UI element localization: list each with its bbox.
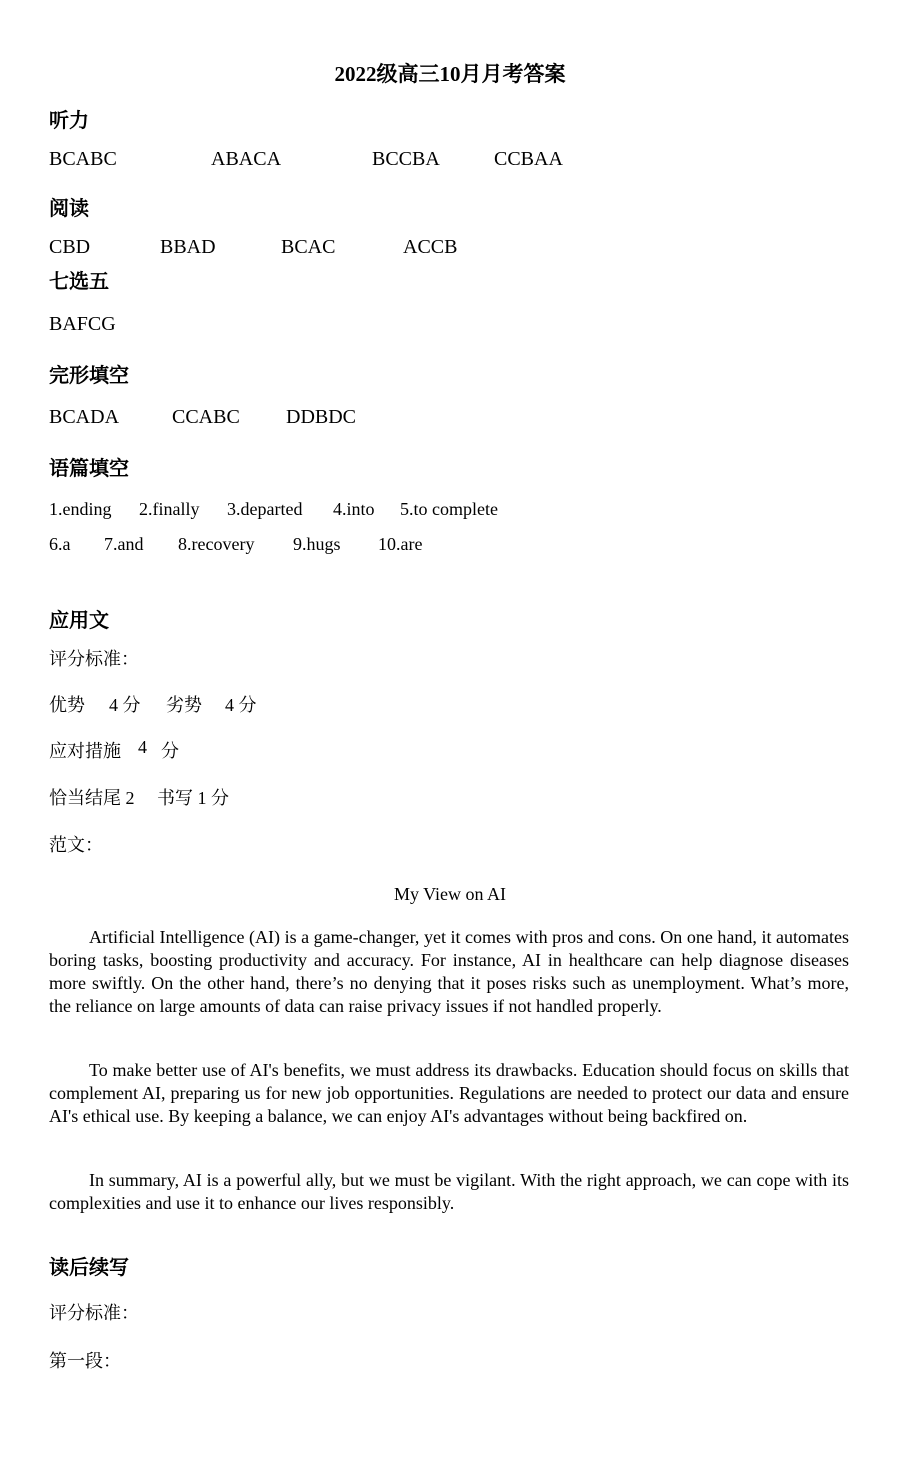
criteria-countermeasures-score: 4: [138, 737, 147, 757]
grammar-fill-item-4: 4.into: [333, 499, 375, 519]
grammar-fill-item-10: 10.are: [378, 534, 423, 554]
grammar-fill-item-3: 3.departed: [227, 499, 303, 519]
criteria-ending: 恰当结尾 2: [49, 788, 135, 808]
section-heading-practical-writing: 应用文: [49, 610, 109, 632]
section-heading-grammar-fill: 语篇填空: [49, 458, 129, 480]
section-heading-cloze: 完形填空: [49, 365, 129, 387]
grammar-fill-item-7: 7.and: [104, 534, 144, 554]
criteria-handwriting: 书写 1 分: [157, 788, 229, 808]
essay-paragraph-2: To make better use of AI's benefits, we must address its drawbacks. Education should focus on skills that complement AI, preparing us for new job opportunities. Regulations are needed to protect our data and ensure AI's ethical use. By keeping a balance, we can enjoy AI's advantages without being backfired on.: [49, 1060, 849, 1126]
essay-paragraph-1: Artificial Intelligence (AI) is a game-changer, yet it comes with pros and cons. On one hand, it automates boring tasks, boosting productivity and accuracy. For instance, AI in healthcare can help diagnose diseases more swiftly. On the other hand, there’s no denying that it poses risks such as unemployment. What’s more, the reliance on large amounts of data can raise privacy issues if not handled properly.: [49, 927, 849, 1016]
essay-title: My View on AI: [393, 884, 507, 904]
listening-answer-group-2: ABACA: [211, 148, 282, 170]
section-heading-listening: 听力: [49, 110, 89, 132]
cloze-answer-group-1: BCADA: [49, 406, 120, 428]
criteria-countermeasures-unit: 分: [161, 741, 179, 761]
criteria-advantages: 优势: [49, 695, 85, 715]
section-heading-reading: 阅读: [49, 198, 89, 220]
grammar-fill-item-2: 2.finally: [139, 499, 200, 519]
criteria-advantages-score: 4 分: [109, 695, 141, 715]
criteria-countermeasures: 应对措施: [49, 741, 121, 761]
page-title: 2022级高三10月月考答案: [334, 62, 566, 86]
cloze-answer-group-2: CCABC: [172, 406, 240, 428]
grammar-fill-item-1: 1.ending: [49, 499, 112, 519]
grammar-fill-item-6: 6.a: [49, 534, 71, 554]
section-heading-seven-five: 七选五: [49, 271, 109, 293]
grammar-fill-item-8: 8.recovery: [178, 534, 255, 554]
listening-answer-group-4: CCBAA: [494, 148, 563, 170]
continuation-criteria-label: 评分标准：: [49, 1303, 139, 1323]
criteria-label: 评分标准：: [49, 649, 139, 669]
grammar-fill-item-5: 5.to complete: [400, 499, 498, 519]
seven-five-answer: BAFCG: [49, 313, 116, 335]
criteria-disadvantages: 劣势: [166, 695, 202, 715]
reading-answer-group-2: BBAD: [160, 236, 216, 258]
criteria-disadvantages-score: 4 分: [225, 695, 257, 715]
listening-answer-group-1: BCABC: [49, 148, 117, 170]
sample-essay-label: 范文：: [49, 835, 103, 855]
section-heading-continuation-writing: 读后续写: [49, 1257, 129, 1279]
reading-answer-group-1: CBD: [49, 236, 91, 258]
essay-paragraph-3: In summary, AI is a powerful ally, but we must be vigilant. With the right approach, we can cope with its complexities and use it to enhance our lives responsibly.: [49, 1170, 849, 1213]
listening-answer-group-3: BCCBA: [372, 148, 440, 170]
first-paragraph-label: 第一段：: [49, 1351, 121, 1371]
reading-answer-group-4: ACCB: [403, 236, 458, 258]
cloze-answer-group-3: DDBDC: [286, 406, 357, 428]
reading-answer-group-3: BCAC: [281, 236, 336, 258]
grammar-fill-item-9: 9.hugs: [293, 534, 341, 554]
